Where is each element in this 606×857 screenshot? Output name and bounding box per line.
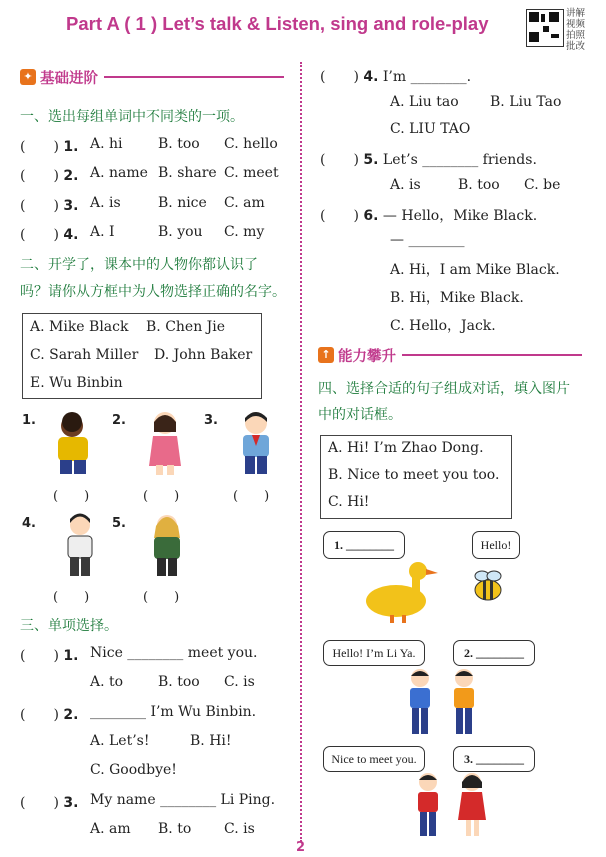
part3-question-6-option-b: B. Hi，Mike Black. (390, 290, 524, 306)
figure-4-answer[interactable]: ( ) (53, 590, 90, 605)
figure-1-boy-green-shirt (50, 412, 98, 476)
part3-question-4: ( ) 4. I’m ________. (320, 69, 472, 85)
part3-instruction: 三、单项选择。 (20, 618, 118, 634)
part3-question-6-reply: — ________ (390, 232, 465, 248)
part4-instruction-line1: 四、选择合适的句子组成对话，填入图片 (318, 381, 570, 397)
figure-5-girl-green-jacket (148, 512, 186, 578)
page-title: Part A ( 1 ) Let’s talk & Listen, sing and role-play (66, 13, 489, 34)
bee-illustration (466, 566, 506, 606)
part3-question-1-options: A. to B. too C. is (90, 674, 255, 690)
figure-3-answer[interactable]: ( ) (233, 489, 270, 504)
speech-bubble-3[interactable]: 3. ________ (453, 746, 535, 772)
part4-instruction-line2: 中的对话框。 (318, 407, 402, 423)
ladder-icon: ↑ (318, 347, 334, 363)
figure-3-number: 3. (204, 413, 218, 428)
part3-question-6-option-a: A. Hi，I am Mike Black. (390, 262, 560, 278)
figure-4-number: 4. (22, 516, 36, 531)
flame-icon: ✦ (20, 69, 36, 85)
part3-question-2-options: A. Let’s! B. Hi! (90, 733, 232, 749)
speech-bubble-li-ya: Hello! I’m Li Ya. (323, 640, 425, 666)
name-option-b: B. Chen Jie (146, 319, 226, 335)
speech-bubble-hello: Hello! (472, 531, 520, 559)
part2-instruction-line2: 吗？请你从方框中为人物选择正确的名字。 (20, 284, 286, 300)
part3-question-5: ( ) 5. Let’s ________ friends. (320, 152, 537, 168)
figure-2-number: 2. (112, 413, 126, 428)
part3-question-3-options: A. am B. to C. is (90, 821, 255, 837)
part3-question-6-option-c: C. Hello，Jack. (390, 318, 496, 334)
speech-bubble-1[interactable]: 1. ________ (323, 531, 405, 559)
section-heading-advanced: ↑ 能力攀升 (318, 344, 588, 366)
part3-question-4-options: A. Liu tao B. Liu Tao (390, 94, 562, 110)
part1-instruction: 一、选出每组单词中不同类的一项。 (20, 109, 244, 125)
figure-5-number: 5. (112, 516, 126, 531)
part1-question-2: ( ) 2. A. name B. share C. meet (20, 165, 279, 184)
part1-question-1: ( ) 1. A. hi B. too C. hello (20, 136, 278, 155)
figure-5-answer[interactable]: ( ) (143, 590, 180, 605)
name-option-a: A. Mike Black (30, 319, 129, 335)
name-option-c: C. Sarah Miller (30, 347, 139, 363)
part1-question-4: ( ) 4. A. I B. you C. my (20, 224, 265, 243)
part3-question-5-options: A. is B. too C. be (390, 177, 561, 193)
boy-and-girl-illustration (408, 770, 498, 840)
speech-bubble-nice-to-meet: Nice to meet you. (323, 746, 425, 772)
figure-3-boy-blue-shirt (236, 410, 276, 476)
part3-question-2: ( ) 2. ________ I’m Wu Binbin. (20, 704, 257, 723)
qr-caption: 讲解视频拍照批改 (566, 8, 586, 52)
figure-1-number: 1. (22, 413, 36, 428)
figure-2-answer[interactable]: ( ) (143, 489, 180, 504)
figure-2-girl-pink-dress (145, 410, 185, 476)
name-option-d: D. John Baker (154, 347, 253, 363)
dialogue-option-c: C. Hi! (328, 494, 370, 510)
part3-question-2-option-c: C. Goodbye! (90, 762, 177, 778)
page-number: 2 (296, 840, 306, 855)
qr-code-icon[interactable] (526, 9, 564, 47)
figure-4-boy-white-shirt (62, 512, 98, 578)
speech-bubble-2[interactable]: 2. ________ (453, 640, 535, 666)
part3-question-6: ( ) 6. — Hello，Mike Black. (320, 208, 538, 224)
part2-instruction-line1: 二、开学了，课本中的人物你都认识了 (20, 257, 258, 273)
dialogue-option-a: A. Hi! I’m Zhao Dong. (328, 440, 484, 456)
section-heading-basic: ✦ 基础进阶 (20, 66, 290, 88)
dialogue-option-b: B. Nice to meet you too. (328, 467, 500, 483)
figure-1-answer[interactable]: ( ) (53, 489, 90, 504)
duck-illustration (350, 555, 440, 625)
name-option-e: E. Wu Binbin (30, 375, 123, 391)
part3-question-4-option-c: C. LIU TAO (390, 121, 471, 137)
two-boys-illustration (398, 666, 494, 738)
part3-question-1: ( ) 1. Nice ________ meet you. (20, 645, 258, 664)
part3-question-3: ( ) 3. My name ________ Li Ping. (20, 792, 276, 811)
column-divider (300, 62, 302, 842)
part1-question-3: ( ) 3. A. is B. nice C. am (20, 195, 265, 214)
